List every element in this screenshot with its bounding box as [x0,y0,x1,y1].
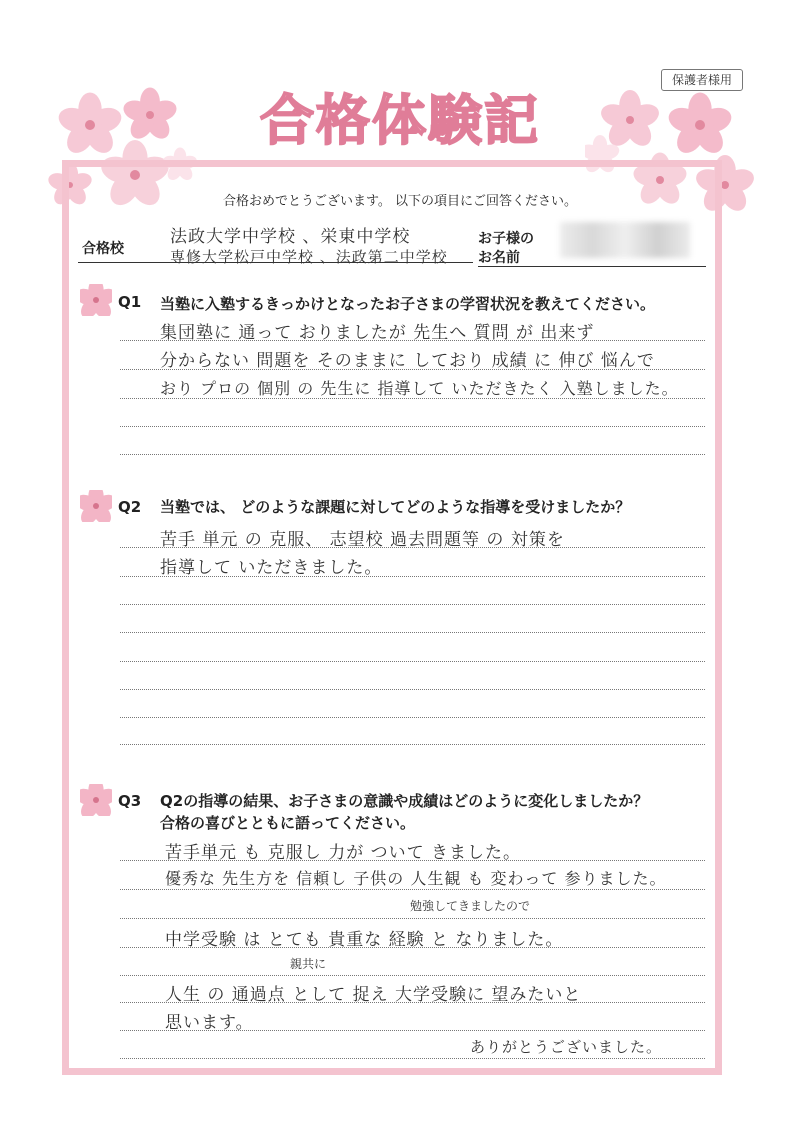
flower-bullet-icon [80,284,112,316]
q3-insertion-2: 親共に [290,957,327,971]
answer-line [120,426,705,427]
redacted-name [560,222,690,258]
flower-bullet-icon [80,490,112,522]
q3-closing: ありがとうございました。 [470,1038,663,1056]
flower-bullet-icon [80,784,112,816]
answer-line [120,398,705,399]
q3-answer-line-4: 人生 の 通過点 として 捉え 大学受験に 望みたいと [165,985,582,1005]
answer-line [120,661,705,662]
school-line-1: 法政大学中学校 、栄東中学校 [170,227,411,247]
q3-insertion-1: 勉強してきましたので [410,899,531,913]
q2-answer-line-1: 苦手 単元 の 克服、 志望校 過去問題等 の 対策を [160,530,565,550]
q3-text-line-1: Q2の指導の結果、お子さまの意識や成績はどのように変化しましたか？ [160,792,649,810]
q2-text: 当塾では、 どのような課題に対してどのような指導を受けましたか？ [160,498,631,516]
answer-line [120,454,705,455]
answer-line [120,744,705,745]
school-line-2: 専修大学松戸中学校 、法政第二中学校 [170,248,448,266]
answer-line [120,717,705,718]
answer-line [120,889,705,890]
answer-line [120,947,705,948]
answer-line [120,576,705,577]
q3-answer-line-1: 苦手単元 も 克服し 力が ついて きました。 [165,843,522,863]
page-title: 合格体験記 [260,88,540,152]
answer-line [120,340,705,341]
answer-line [120,1030,705,1031]
school-label: 合格校 [82,241,124,257]
q3-text-line-2: 合格の喜びとともに語ってください。 [160,814,416,832]
q1-text: 当塾に入塾するきっかけとなったお子さまの学習状況を教えてください。 [160,295,656,313]
answer-line [120,369,705,370]
school-underline [78,262,473,263]
answer-line [120,604,705,605]
answer-line [120,918,705,919]
answer-line [120,975,705,976]
q3-answer-line-2: 優秀な 先生方を 信頼し 子供の 人生観 も 変わって 参りました。 [165,869,667,888]
guardian-badge: 保護者様用 [661,69,743,91]
answer-line [120,1002,705,1003]
q3-answer-line-3: 中学受験 は とても 貴重な 経験 と なりました。 [165,930,564,950]
q1-number: Q1 [118,293,142,311]
q1-answer-line-3: おり プロの 個別 の 先生に 指導して いただきたく 入塾しました。 [160,379,679,398]
answer-line [120,1058,705,1059]
q2-number: Q2 [118,498,142,516]
answer-line [120,689,705,690]
answer-line [120,860,705,861]
answer-line [120,547,705,548]
q1-answer-line-2: 分からない 問題を そのままに しており 成績 に 伸び 悩んで [160,351,655,371]
intro-text: 合格おめでとうございます。 以下の項目にご回答ください。 [222,194,578,209]
name-underline [478,266,706,267]
q1-answer-line-1: 集団塾に 通って おりましたが 先生へ 質問 が 出来ず [160,323,595,343]
q2-answer-line-2: 指導して いただきました。 [160,558,383,578]
q3-answer-line-5: 思います。 [165,1013,254,1033]
child-name-label-1: お子様の [478,231,534,247]
q3-number: Q3 [118,792,142,810]
answer-line [120,632,705,633]
child-name-label-2: お名前 [478,250,520,266]
